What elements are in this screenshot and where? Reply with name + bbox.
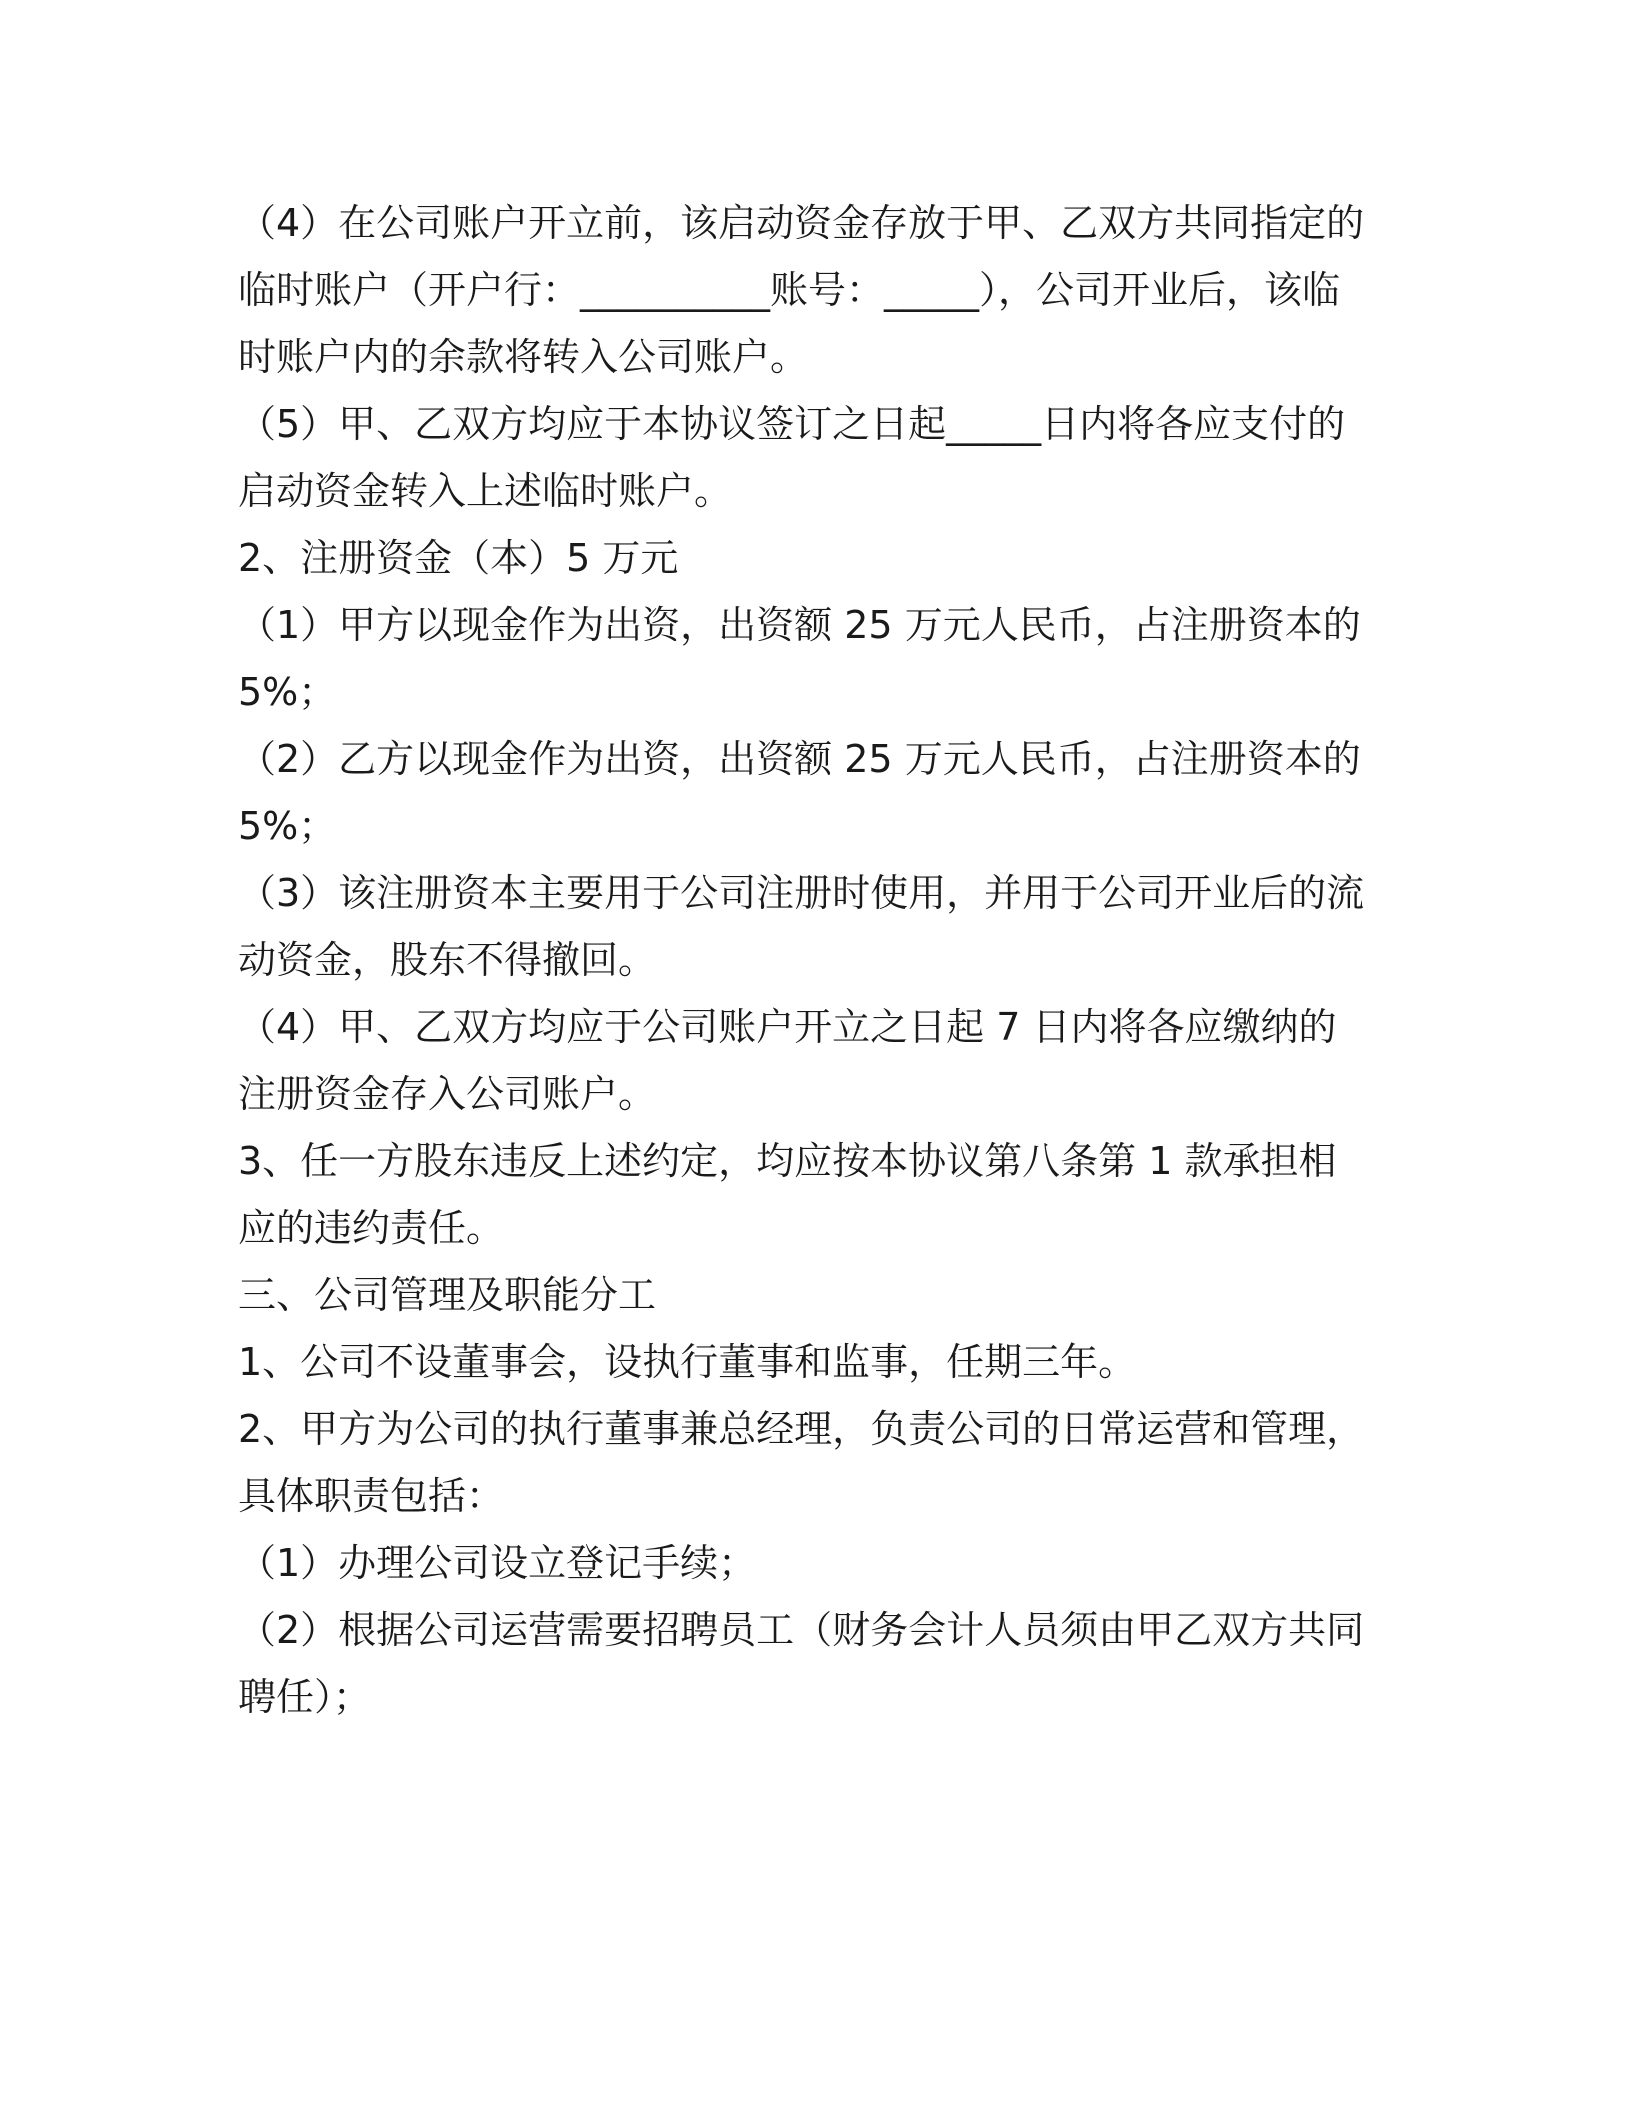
paragraph-start-fund-transfer: （5）甲、乙双方均应于本协议签订之日起_____日内将各应支付的启动资金转入上述临时账户。 — [238, 402, 1346, 513]
paragraph-registration-procedures: （1）办理公司设立登记手续； — [238, 1541, 757, 1585]
paragraph-party-b-contribution: （2）乙方以现金作为出资，出资额 25 万元人民币，占注册资本的5%； — [238, 737, 1361, 848]
paragraph-party-a-role: 2、甲方为公司的执行董事兼总经理，负责公司的日常运营和管理，具体职责包括： — [238, 1407, 1365, 1518]
paragraph-no-board: 1、公司不设董事会，设执行董事和监事，任期三年。 — [238, 1340, 1137, 1384]
paragraph-hire-staff: （2）根据公司运营需要招聘员工（财务会计人员须由甲乙双方共同聘任）； — [238, 1608, 1365, 1719]
paragraph-party-a-contribution: （1）甲方以现金作为出资，出资额 25 万元人民币，占注册资本的5%； — [238, 603, 1361, 714]
paragraph-capital-deposit: （4）甲、乙双方均应于公司账户开立之日起 7 日内将各应缴纳的注册资金存入公司账户。 — [238, 1005, 1337, 1116]
paragraph-breach-liability: 3、任一方股东违反上述约定，均应按本协议第八条第 1 款承担相应的违约责任。 — [238, 1139, 1337, 1250]
paragraph-capital-usage: （3）该注册资本主要用于公司注册时使用，并用于公司开业后的流动资金，股东不得撤回。 — [238, 871, 1365, 982]
document-body — [238, 190, 1368, 1731]
section-heading-management: 三、公司管理及职能分工 — [238, 1273, 657, 1317]
section-registered-capital: 2、注册资金（本）5 万元 — [238, 536, 679, 580]
paragraph-start-fund-temp-account: （4）在公司账户开立前，该启动资金存放于甲、乙双方共同指定的临时账户（开户行：__________账号：_____），公司开业后，该临时账户内的余款将转入公司账户。 — [238, 201, 1365, 379]
